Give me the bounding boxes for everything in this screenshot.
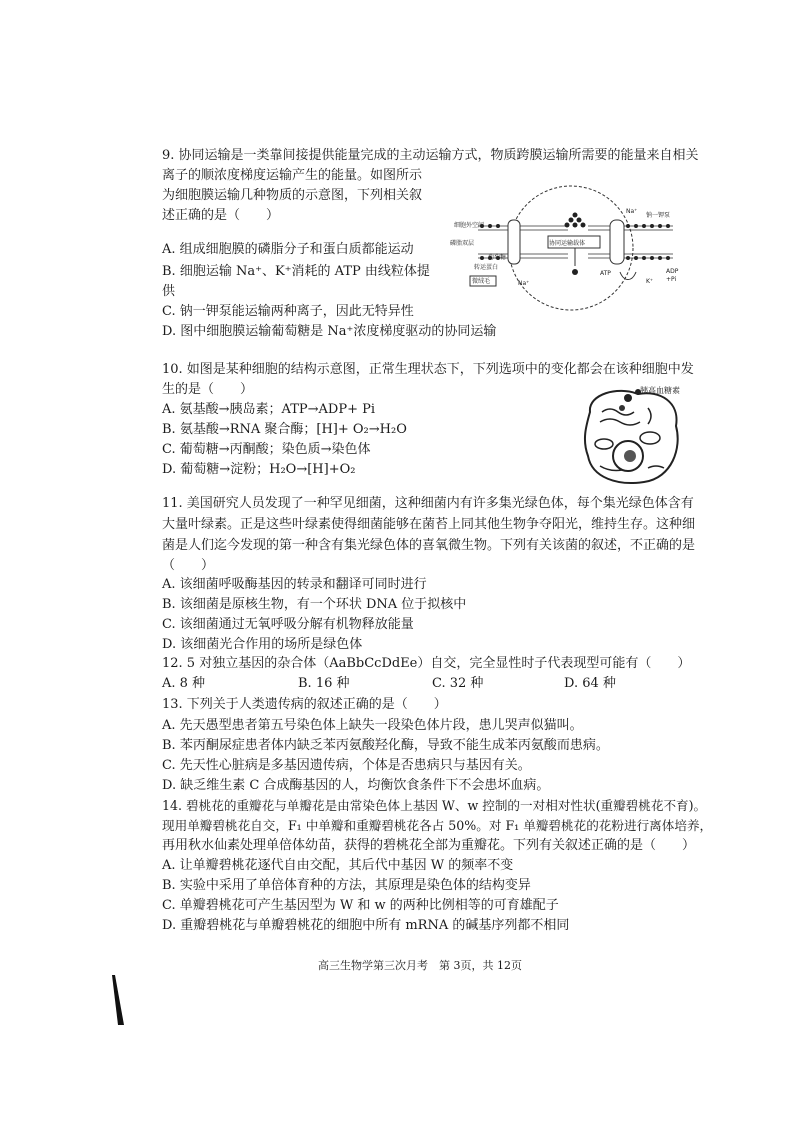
- q9-stem-line1: 9. 协同运输是一类靠间接提供能量完成的主动运输方式，物质跨膜运输所需要的能量来自相关: [162, 148, 699, 163]
- q14-option-d: D. 重瓣碧桃花与单瓣碧桃花的细胞中所有 mRNA 的碱基序列都不相同: [162, 918, 570, 933]
- q11-option-d: D. 该细菌光合作用的场所是绿色体: [162, 637, 363, 652]
- label-glucose: 葡萄糖: [488, 254, 507, 261]
- q14-option-a: A. 让单瓣碧桃花逐代自由交配，其后代中基因 W 的频率不变: [162, 858, 514, 873]
- membrane-transport-figure: [448, 182, 688, 317]
- q13-option-a: A. 先天愚型患者第五号染色体上缺失一段染色体片段，患儿哭声似猫叫。: [162, 718, 583, 733]
- q11-stem-line1: 11. 美国研究人员发现了一种罕见细菌，这种细菌内有许多集光绿色体，每个集光绿色体含有: [162, 496, 694, 511]
- q10-option-a: A. 氨基酸→胰岛素；ATP→ADP+ Pi: [162, 402, 376, 417]
- q9-stem-line2: 离子的顺浓度梯度运输产生的能量。如图所示: [162, 168, 423, 183]
- label-microvilli: 微绒毛: [472, 278, 491, 285]
- q9-option-b: B. 细胞运输 Na⁺、K⁺消耗的 ATP 由线粒体提: [162, 264, 430, 279]
- q14-option-c: C. 单瓣碧桃花可产生基因型为 W 和 w 的两种比例相等的可育雄配子: [162, 898, 559, 913]
- q12-option-a: A. 8 种: [162, 676, 206, 691]
- membrane-transport-diagram: [448, 182, 688, 317]
- q11-option-c: C. 该细菌通过无氧呼吸分解有机物释放能量: [162, 617, 414, 632]
- label-transporter: 协同运输载体: [549, 240, 586, 247]
- q13-option-b: B. 苯丙酮尿症患者体内缺乏苯丙氨酸羟化酶，导致不能生成苯丙氨酸而患病。: [162, 738, 609, 753]
- q13-stem: 13. 下列关于人类遗传病的叙述正确的是（ ）: [162, 697, 447, 712]
- secretory-cell-diagram: [578, 382, 688, 487]
- label-carrier: 转运蛋白: [474, 264, 499, 271]
- q14-stem-line2: 现用单瓣碧桃花自交，F₁ 中单瓣和重瓣碧桃花各占 50%。对 F₁ 单瓣碧桃花的花粉进行离体培养，: [162, 818, 713, 833]
- label-adp: ADP: [666, 268, 679, 275]
- label-pi: +Pi: [666, 276, 677, 283]
- q9-option-a: A. 组成细胞膜的磷脂分子和蛋白质都能运动: [162, 242, 414, 257]
- label-na-bottom: Na⁺: [518, 280, 530, 287]
- q12-option-d: D. 64 种: [564, 676, 616, 691]
- figure-label-glucagon: 胰高血糖素: [640, 386, 680, 395]
- q11-option-a: A. 该细菌呼吸酶基因的转录和翻译可同时进行: [162, 577, 427, 592]
- q9-option-b-cont: 供: [162, 284, 176, 299]
- q9-stem-line3: 为细胞膜运输几种物质的示意图，下列相关叙: [162, 188, 423, 203]
- label-na-top: Na⁺: [626, 208, 638, 215]
- q11-stem-line3: 菌是人们迄今发现的第一种含有集光绿色体的喜氧微生物。下列有关该菌的叙述，不正确的是: [162, 538, 696, 553]
- q9-option-c: C. 钠一钾泵能运输两种离子，因此无特异性: [162, 304, 414, 319]
- q10-option-b: B. 氨基酸→RNA 聚合酶；[H]+ O₂→H₂O: [162, 422, 407, 437]
- page-footer: 高三生物学第三次月考 第 3页，共 12页: [318, 959, 522, 972]
- q12-option-b: B. 16 种: [298, 676, 350, 691]
- q11-stem-line2: 大量叶绿素。正是这些叶绿素使得细菌能够在菌苔上同其他生物争夺阳光，维持生存。这种细: [162, 517, 696, 532]
- label-k: K⁺: [646, 278, 654, 285]
- q10-option-c: C. 葡萄糖→丙酮酸；染色质→染色体: [162, 442, 371, 457]
- secretory-cell-figure: [578, 382, 688, 487]
- q14-stem-line3: 再用秋水仙素处理单倍体幼苗，获得的碧桃花全部为重瓣花。下列有关叙述正确的是（ ）: [162, 838, 696, 853]
- q10-stem-line1: 10. 如图是某种细胞的结构示意图，正常生理状态下，下列选项中的变化都会在该种细胞中发: [162, 362, 694, 377]
- q11-stem-line4: （ ）: [162, 558, 215, 573]
- q10-stem-line2: 生的是（ ）: [162, 382, 254, 397]
- q9-stem-line4: 述正确的是（ ）: [162, 208, 280, 223]
- scan-edge-mark: [112, 975, 124, 1025]
- label-bilayer: 磷脂双层: [450, 240, 475, 247]
- q14-stem-line1: 14. 碧桃花的重瓣花与单瓣花是由常染色体上基因 W、w 控制的一对相对性状(重瓣碧桃花不育)。: [162, 798, 707, 813]
- q9-option-d: D. 图中细胞膜运输葡萄糖是 Na⁺浓度梯度驱动的协同运输: [162, 324, 497, 339]
- label-pump: 钠一钾泵: [646, 212, 671, 219]
- q14-option-b: B. 实验中采用了单倍体育种的方法，其原理是染色体的结构变异: [162, 878, 531, 893]
- label-atp: ATP: [600, 270, 611, 277]
- label-outside: 细胞外空间: [454, 222, 485, 229]
- q12-option-c: C. 32 种: [432, 676, 484, 691]
- q13-option-c: C. 先天性心脏病是多基因遗传病，个体是否患病只与基因有关。: [162, 758, 531, 773]
- q10-option-d: D. 葡萄糖→淀粉；H₂O→[H]+O₂: [162, 462, 356, 477]
- q12-stem: 12. 5 对独立基因的杂合体（AaBbCcDdEe）自交，完全显性时子代表现型可能有（ ）: [162, 656, 691, 671]
- q13-option-d: D. 缺乏维生素 C 合成酶基因的人，均衡饮食条件下不会患坏血病。: [162, 778, 550, 793]
- q11-option-b: B. 该细菌是原核生物，有一个环状 DNA 位于拟核中: [162, 597, 467, 612]
